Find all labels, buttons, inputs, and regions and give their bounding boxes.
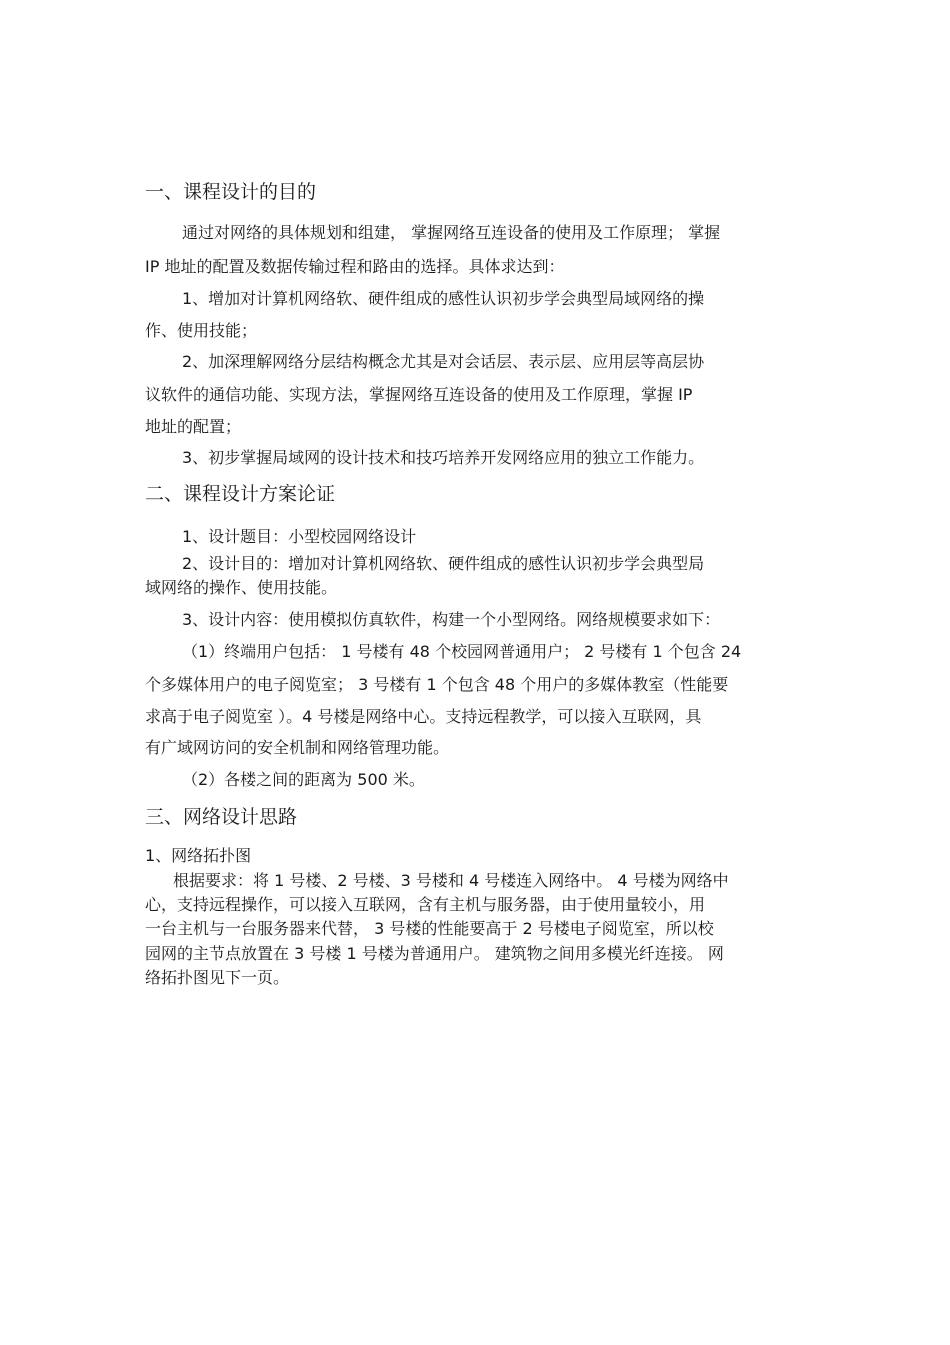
paragraph-line: （2）各楼之间的距离为 500 米。 <box>182 770 425 789</box>
paragraph-line: 议软件的通信功能、实现方法，掌握网络互连设备的使用及工作原理，掌握 IP <box>145 385 693 404</box>
paragraph-line: 心，支持远程操作，可以接入互联网，含有主机与服务器，由于使用量较小，用 <box>145 895 706 914</box>
section-heading-2: 二、课程设计方案论证 <box>145 483 336 505</box>
paragraph-line: 地址的配置； <box>145 417 242 436</box>
paragraph-line: 一台主机与一台服务器来代替， 3 号楼的性能要高于 2 号楼电子阅览室，所以校 <box>145 919 714 938</box>
paragraph-line: 络拓扑图见下一页。 <box>145 968 290 987</box>
paragraph-line: 通过对网络的具体规划和组建， 掌握网络互连设备的使用及工作原理； 掌握 <box>182 223 721 242</box>
subsection-heading: 1、网络拓扑图 <box>145 846 252 865</box>
paragraph-line: IP 地址的配置及数据传输过程和路由的选择。具体求达到： <box>145 257 565 276</box>
paragraph-line: 1、增加对计算机网络软、硬件组成的感性认识初步学会典型局域网络的操 <box>182 289 705 308</box>
paragraph-line: 2、设计目的：增加对计算机网络软、硬件组成的感性认识初步学会典型局 <box>182 554 705 573</box>
paragraph-line: 作、使用技能； <box>145 321 258 340</box>
paragraph-line: （1）终端用户包括： 1 号楼有 48 个校园网普通用户； 2 号楼有 1 个包含 24 <box>182 642 742 661</box>
paragraph-line: 根据要求：将 1 号楼、2 号楼、3 号楼和 4 号楼连入网络中。 4 号楼为网络中 <box>173 871 729 890</box>
paragraph-line: 园网的主节点放置在 3 号楼 1 号楼为普通用户。 建筑物之间用多模光纤连接。 网 <box>145 944 724 963</box>
paragraph-line: 3、设计内容：使用模拟仿真软件，构建一个小型网络。网络规模要求如下： <box>182 610 721 629</box>
paragraph-line: 求高于电子阅览室 ）。4 号楼是网络中心。支持远程教学，可以接入互联网，具 <box>145 707 702 726</box>
paragraph-line: 3、初步掌握局域网的设计技术和技巧培养开发网络应用的独立工作能力。 <box>182 448 705 467</box>
paragraph-line: 个多媒体用户的电子阅览室； 3 号楼有 1 个包含 48 个用户的多媒体教室（性能要 <box>145 675 729 694</box>
section-heading-3: 三、网络设计思路 <box>145 806 298 828</box>
section-heading-1: 一、课程设计的目的 <box>145 181 317 203</box>
paragraph-line: 域网络的操作、使用技能。 <box>145 578 338 597</box>
paragraph-line: 1、设计题目：小型校园网络设计 <box>182 527 417 546</box>
paragraph-line: 2、加深理解网络分层结构概念尤其是对会话层、表示层、应用层等高层协 <box>182 352 705 371</box>
paragraph-line: 有广域网访问的安全机制和网络管理功能。 <box>145 738 450 757</box>
